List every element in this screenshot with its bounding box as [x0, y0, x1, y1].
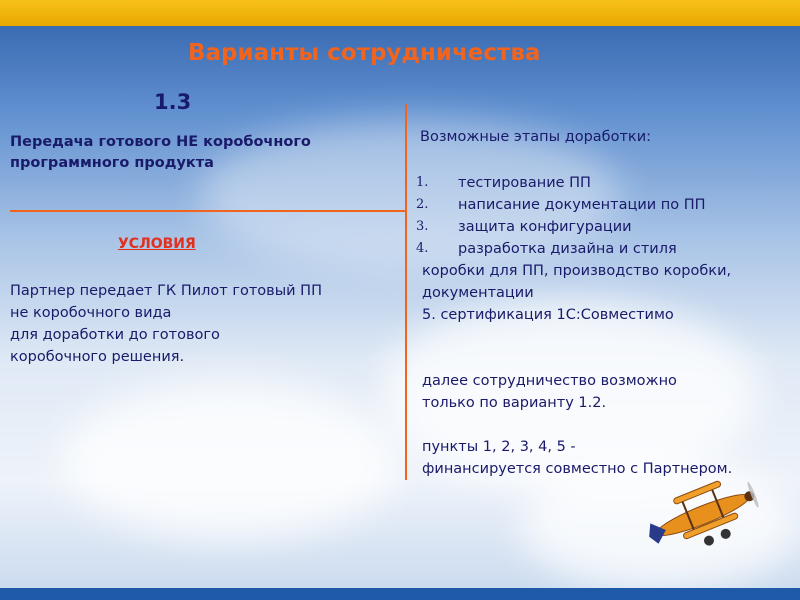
horizontal-divider: [10, 210, 405, 212]
stages-panel: [418, 126, 798, 480]
stages-list: [418, 172, 798, 260]
list-item: [418, 194, 798, 216]
further-text: только по варианту 1.2.: [422, 395, 607, 411]
list-item: [418, 238, 798, 260]
background-cloud: [60, 380, 400, 540]
list-item-text: написание документации по ПП: [458, 197, 706, 213]
funding-text: финансируется совместно с Партнером.: [422, 461, 733, 477]
list-item-text: защита конфигурации: [458, 219, 632, 235]
conditions-line: Партнер передает ГК Пилот готовый ПП: [10, 283, 322, 299]
section-subtitle: [10, 132, 400, 174]
conditions-line: для доработки до готового: [10, 327, 220, 343]
stage5-item: 5. сертификация 1С:Совместимо: [422, 307, 674, 323]
funding-text: пункты 1, 2, 3, 4, 5 -: [422, 439, 576, 455]
slide-title: Варианты сотрудничества: [188, 40, 541, 66]
vertical-divider: [405, 104, 407, 480]
stage4-continuation: документации: [422, 285, 534, 301]
biplane-icon: [640, 462, 770, 557]
subtitle-line: Передача готового НЕ коробочного: [10, 134, 311, 150]
bottom-bar: [0, 588, 800, 600]
list-item: [418, 172, 798, 194]
conditions-heading: УСЛОВИЯ: [118, 236, 196, 252]
list-item-number: 3.: [416, 219, 429, 234]
list-item-number: 4.: [416, 241, 429, 256]
conditions-line: коробочного решения.: [10, 349, 185, 365]
list-item-number: 1.: [416, 175, 429, 190]
subtitle-line: программного продукта: [10, 155, 214, 171]
list-item-number: 2.: [416, 197, 429, 212]
top-bar: [0, 0, 800, 26]
section-number: 1.3: [154, 90, 192, 114]
conditions-text: [10, 280, 400, 368]
list-item: [418, 216, 798, 238]
list-item-text: разработка дизайна и стиля: [458, 241, 677, 257]
stages-title: Возможные этапы доработки:: [420, 129, 652, 145]
stage4-continuation: коробки для ПП, производство коробки,: [422, 263, 732, 279]
list-item-text: тестирование ПП: [458, 175, 591, 191]
further-text: далее сотрудничество возможно: [422, 373, 677, 389]
conditions-line: не коробочного вида: [10, 305, 172, 321]
